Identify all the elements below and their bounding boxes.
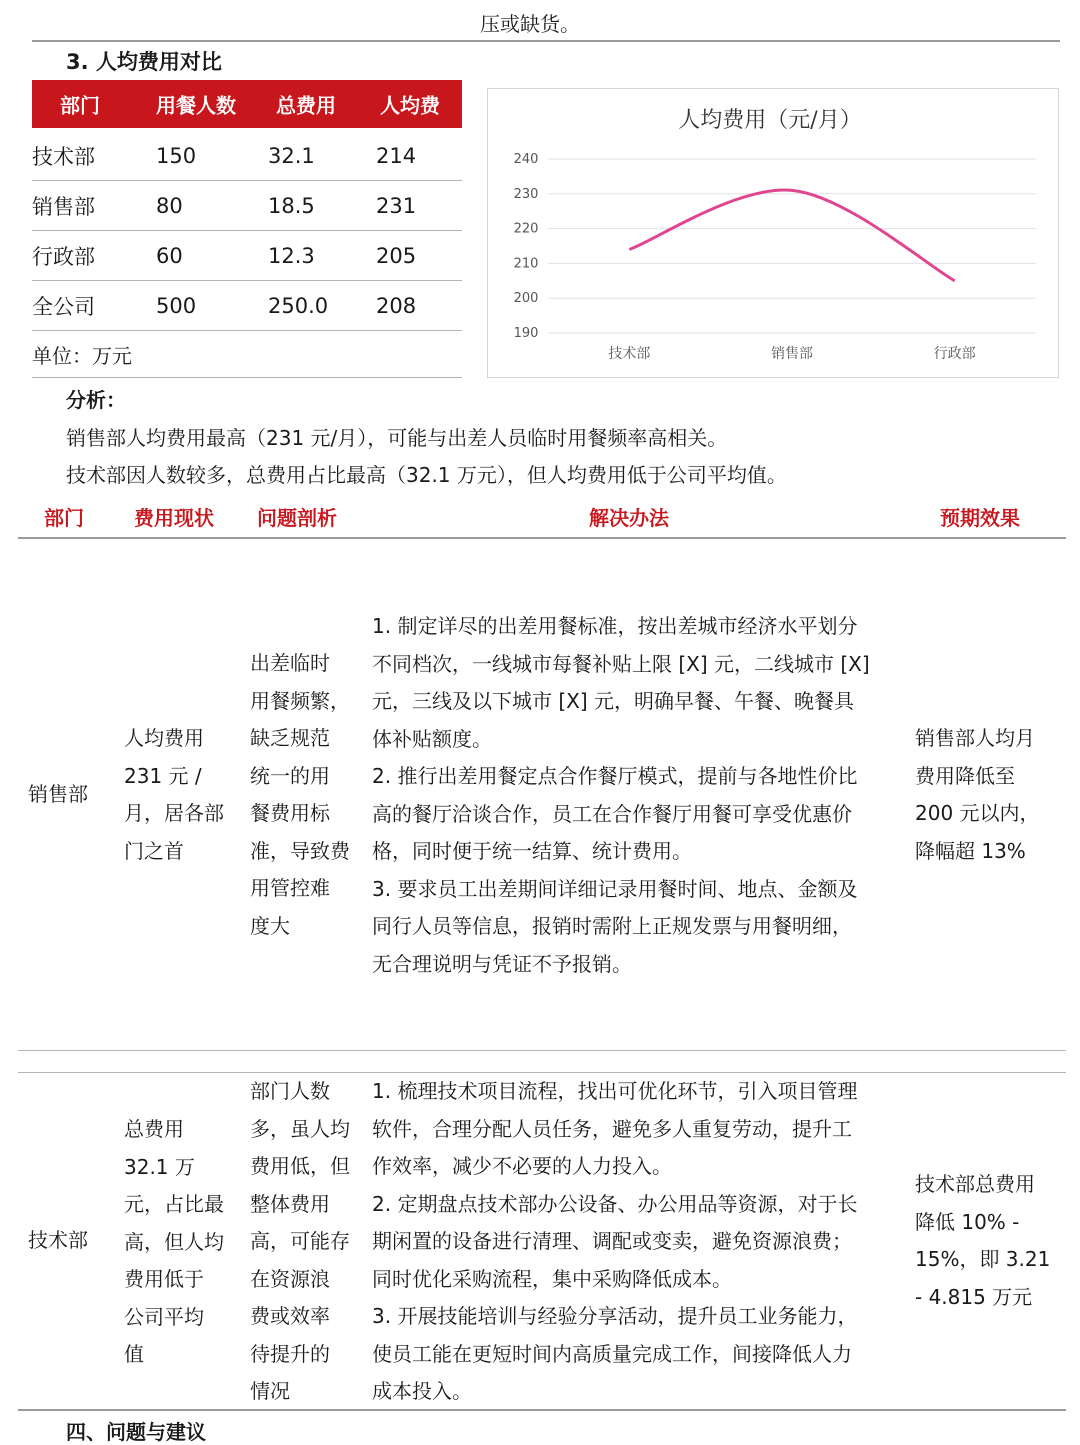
row-status [124,720,236,870]
table-row [32,181,462,231]
problem-line: 用餐频繁， [250,688,350,713]
row-effect [915,1166,1065,1316]
section-title: 3. 人均费用对比 [66,50,222,74]
problem-line: 部门人数 [250,1079,330,1103]
cell-per-capita: 208 [376,293,417,318]
header-diners: 用餐人数 [156,93,236,118]
solution-line: 3. 开展技能培训与经验分享活动，提升员工业务能力， [372,1304,858,1328]
cost-table-header [32,80,462,128]
effect-line: 200 元以内， [915,801,1040,825]
status-line: 值 [124,1342,144,1366]
y-tick-label: 200 [513,291,539,307]
x-tick-label: 行政部 [933,346,976,362]
cell-dept: 销售部 [32,194,95,219]
row-solution [372,1073,904,1411]
y-tick-label: 210 [513,256,539,272]
st-header-status: 费用现状 [134,506,214,530]
problem-line: 整体费用 [250,1191,330,1216]
solution-line: 2. 推行出差用餐定点合作餐厅模式，提前与各地性价比 [372,764,858,788]
cell-per-capita: 205 [376,243,417,268]
solution-line: 无合理说明与凭证不予报销。 [372,951,632,976]
series-line [629,190,954,281]
cell-dept: 全公司 [32,294,95,319]
status-line: 总费用 [124,1117,184,1141]
per-capita-chart [487,88,1059,378]
effect-line: 降低 10% - [915,1209,1020,1234]
analysis-title: 分析： [66,388,126,412]
solution-line: 同时优化采购流程，集中采购降低成本。 [372,1266,732,1291]
cell-total: 32.1 [268,143,315,168]
table-row [32,231,462,281]
cell-dept: 行政部 [32,244,95,269]
solution-line: 软件，合理分配人员任务，避免多人重复劳动，提升工 [372,1116,852,1141]
problem-line: 度大 [250,913,290,938]
status-line: 高，但人均 [124,1229,224,1254]
problem-line: 在资源浪 [250,1266,330,1291]
status-line: 231 元 / [124,763,202,788]
cell-per-capita: 231 [376,193,417,218]
st-header-effect: 预期效果 [940,506,1020,530]
st-header-dept: 部门 [44,506,84,530]
y-tick-label: 220 [513,221,539,237]
solution-line: 2. 定期盘点技术部办公设备、办公用品等资源，对于长 [372,1191,858,1216]
solution-line: 期闲置的设备进行清理、调配或变卖，避免资源浪费； [372,1229,852,1253]
solution-line: 1. 制定详尽的出差用餐标准，按出差城市经济水平划分 [372,614,858,638]
solution-line: 不同档次，一线城市每餐补贴上限 [X] 元，二线城市 [X] [372,651,870,676]
chart-title: 人均费用（元/月） [678,108,862,133]
x-tick-label: 销售部 [771,346,813,362]
divider [18,537,1066,539]
cell-diners: 500 [156,293,197,318]
y-tick-label: 190 [513,326,539,341]
divider [18,1050,1066,1051]
problem-line: 统一的用 [250,763,330,788]
row-dept: 销售部 [28,782,88,806]
y-tick-label: 240 [513,152,539,167]
analysis-line: 销售部人均费用最高（231 元/月），可能与出差人员临时用餐频率高相关。 [66,426,728,450]
problem-line: 准，导致费 [250,838,350,863]
solution-line: 元，三线及以下城市 [X] 元，明确早餐、午餐、晚餐具 [372,689,855,713]
divider [32,377,462,378]
problem-line: 出差临时 [250,651,330,675]
row-status [124,1111,236,1374]
cell-total: 12.3 [268,243,315,268]
solution-line: 体补贴额度。 [372,726,492,751]
row-problem [250,1073,362,1411]
header-per-capita: 人均费 [380,93,440,118]
header-dept: 部门 [60,93,100,118]
st-header-problem: 问题剖析 [257,506,337,530]
status-line: 人均费用 [124,726,204,750]
status-line: 门之首 [124,838,184,863]
cell-total: 18.5 [268,193,315,218]
solution-line: 同行人员等信息，报销时需附上正规发票与用餐明细， [372,914,852,938]
effect-line: 降幅超 13% [915,838,1026,863]
problem-line: 费用低，但 [250,1154,350,1178]
problem-line: 费或效率 [250,1304,330,1328]
divider [32,40,1060,42]
table-row [32,281,462,331]
effect-line: 15%，即 3.21 [915,1247,1051,1271]
analysis-line: 技术部因人数较多，总费用占比最高（32.1 万元），但人均费用低于公司平均值。 [66,463,787,487]
table-row [32,131,462,181]
problem-line: 多，虽人均 [250,1116,350,1141]
solution-line: 作效率，减少不必要的人力投入。 [372,1154,672,1178]
row-problem [250,645,362,945]
st-header-solution: 解决办法 [589,506,669,530]
problem-line: 缺乏规范 [250,726,330,750]
status-line: 月，居各部 [124,801,224,825]
status-line: 公司平均 [124,1304,204,1329]
problem-line: 高，可能存 [250,1229,350,1253]
cell-per-capita: 214 [376,143,417,168]
solution-line: 1. 梳理技术项目流程，找出可优化环节，引入项目管理 [372,1079,858,1103]
row-dept: 技术部 [28,1228,88,1252]
header-total: 总费用 [276,93,336,118]
chart-canvas [488,89,1058,377]
solution-line: 高的餐厅洽谈合作，员工在合作餐厅用餐可享受优惠价 [372,801,852,826]
cell-diners: 60 [156,243,183,268]
problem-line: 情况 [250,1379,290,1403]
unit-note: 单位：万元 [32,344,132,368]
solution-line: 格，同时便于统一结算、统计费用。 [372,839,692,863]
effect-line: 费用降低至 [915,763,1015,788]
solution-line: 使员工能在更短时间内高质量完成工作，间接降低人力 [372,1341,852,1366]
cell-dept: 技术部 [32,144,95,169]
solution-line: 成本投入。 [372,1379,472,1403]
solution-line: 3. 要求员工出差期间详细记录用餐时间、地点、金额及 [372,876,858,901]
problem-line: 餐费用标 [250,801,330,825]
continued-text: 压或缺货。 [480,12,580,36]
section-heading: 四、问题与建议 [66,1420,206,1444]
status-line: 费用低于 [124,1267,204,1291]
effect-line: 销售部人均月 [915,726,1035,750]
y-tick-label: 230 [513,186,539,202]
problem-line: 用管控难 [250,876,330,900]
cell-diners: 80 [156,193,183,218]
problem-line: 待提升的 [250,1341,330,1366]
status-line: 32.1 万 [124,1154,195,1179]
x-tick-label: 技术部 [608,346,651,362]
effect-line: 技术部总费用 [915,1172,1035,1196]
row-solution [372,608,904,983]
cell-total: 250.0 [268,293,329,318]
divider [18,1409,1066,1411]
cell-diners: 150 [156,143,197,168]
status-line: 元，占比最 [124,1192,224,1216]
effect-line: - 4.815 万元 [915,1284,1033,1309]
row-effect [915,720,1065,870]
